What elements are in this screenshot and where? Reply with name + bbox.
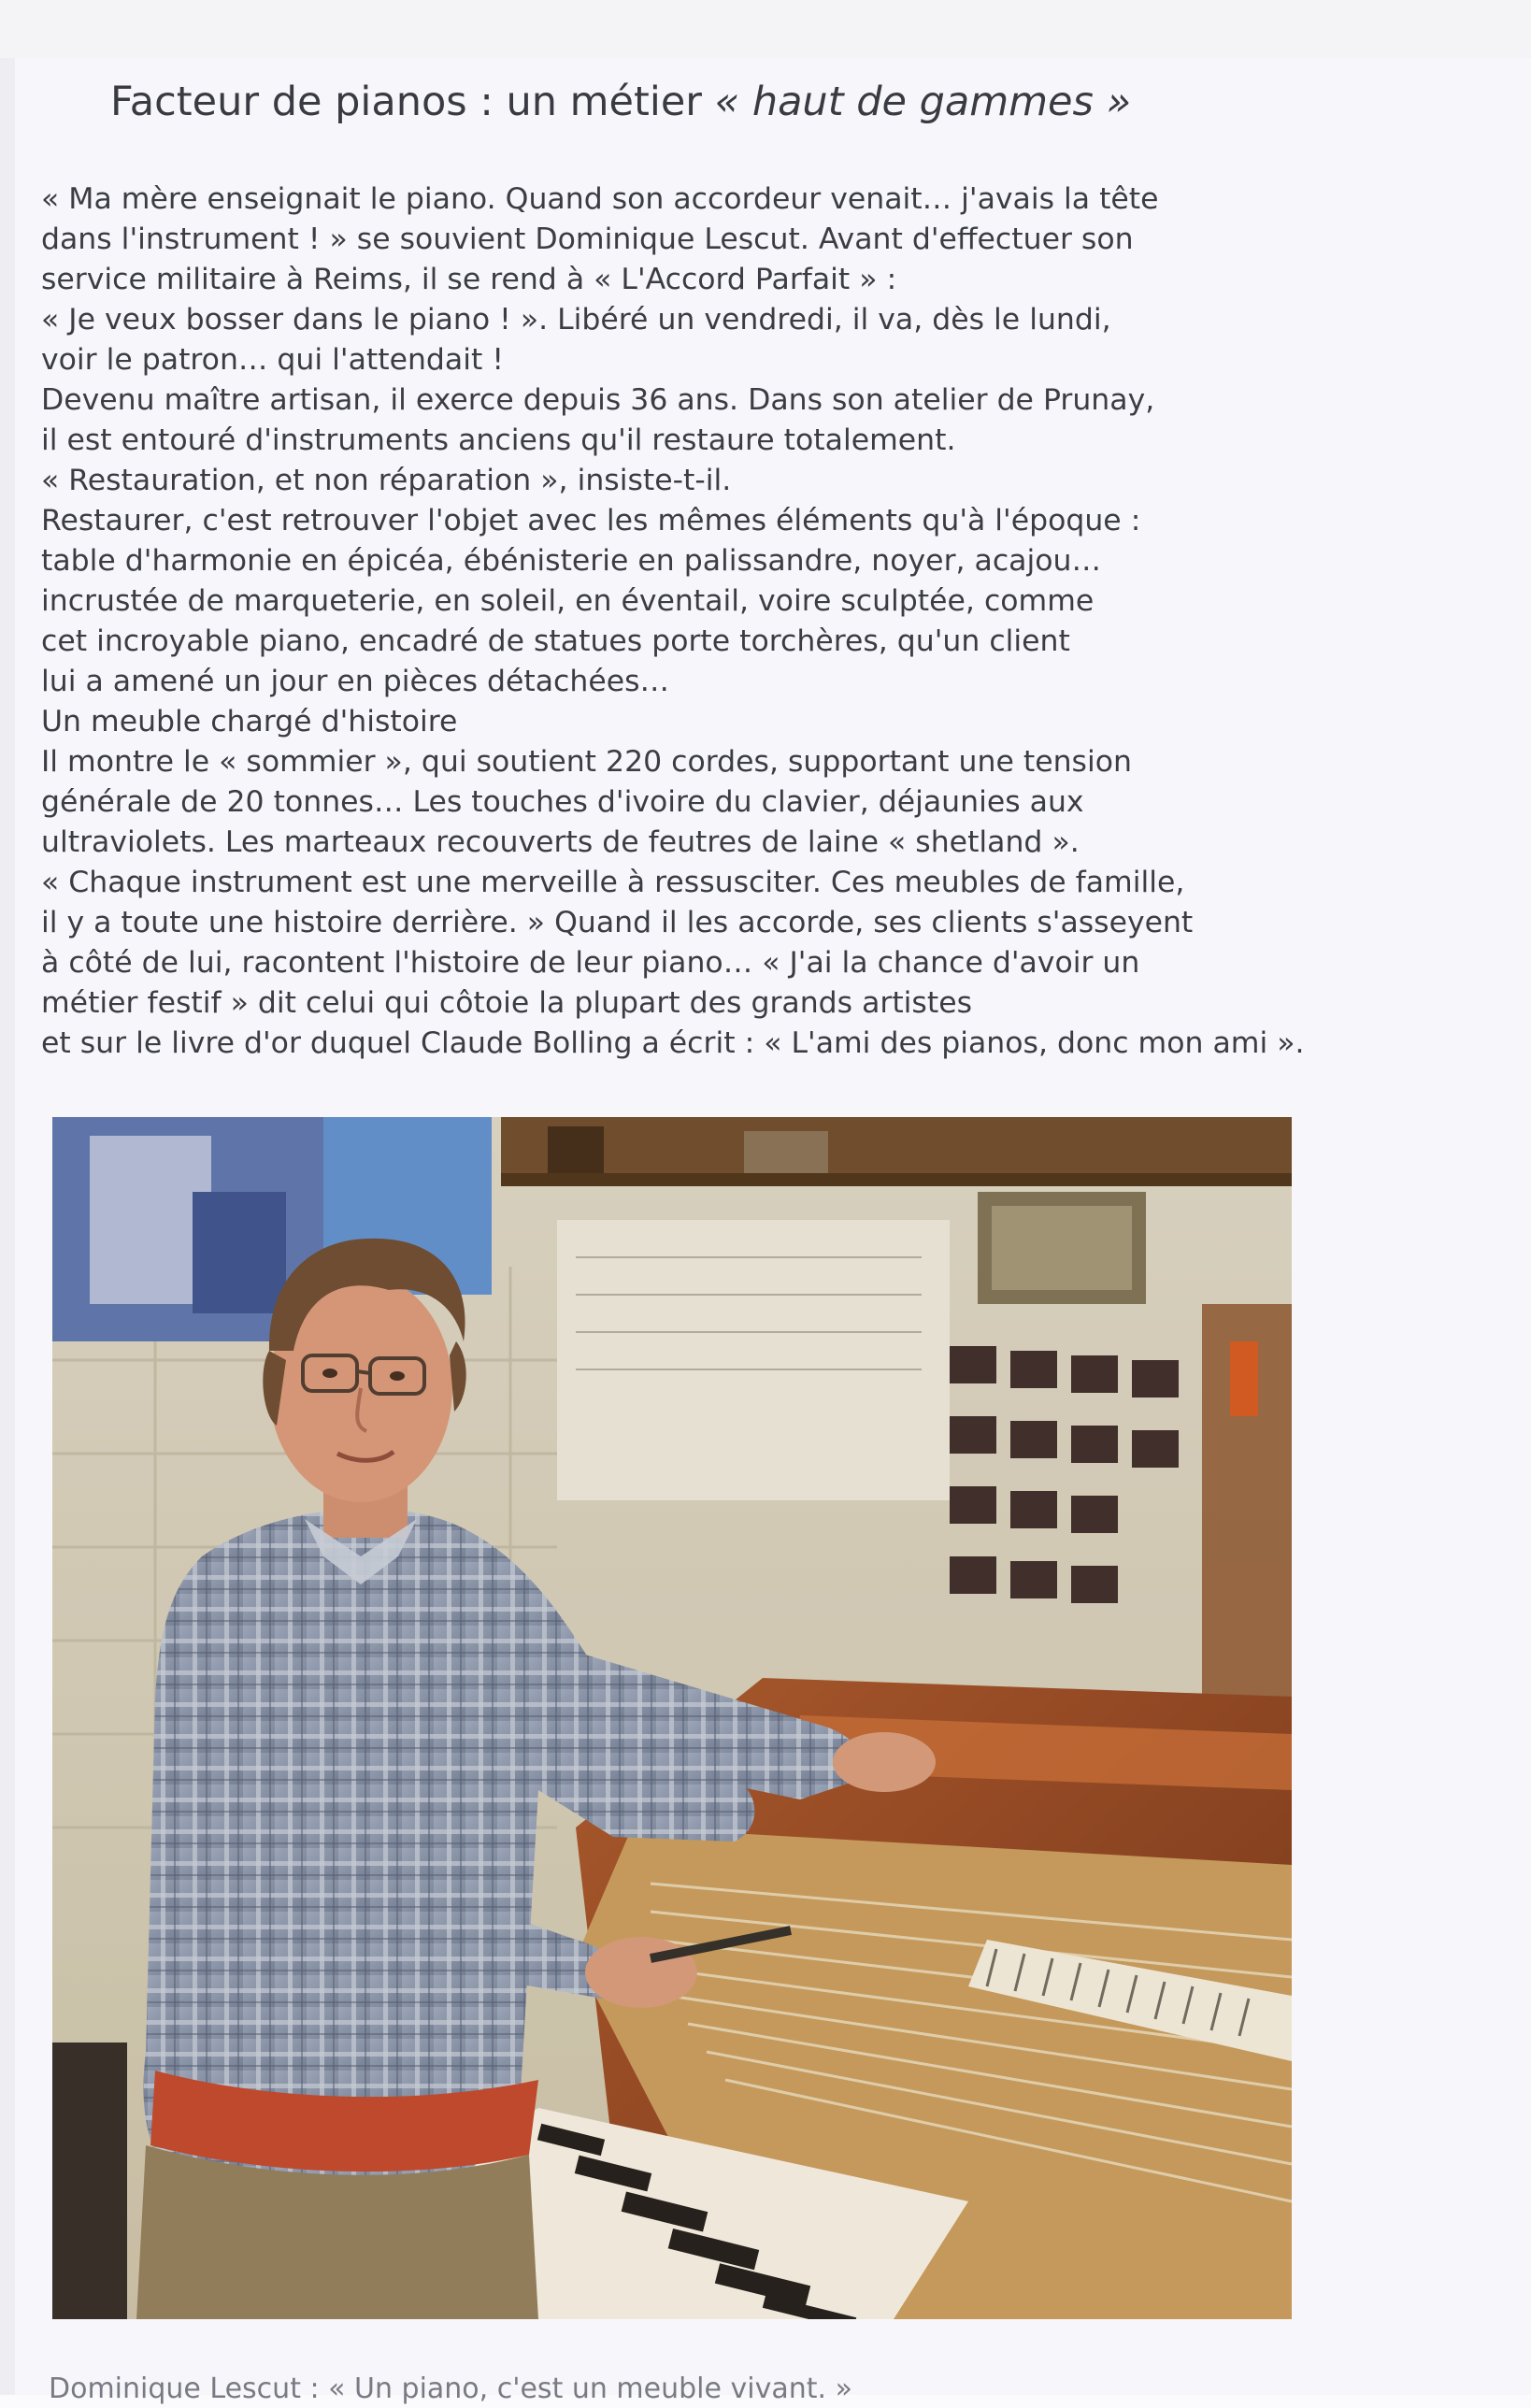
- article-title-emphasis: « haut de gammes »: [714, 79, 1132, 125]
- article-line: ultraviolets. Les marteaux recouverts de feutres de laine « shetland ».: [41, 825, 1080, 859]
- article-line: cet incroyable piano, encadré de statues porte torchères, qu'un client: [41, 624, 1070, 658]
- article-line: générale de 20 tonnes… Les touches d'ivoire du clavier, déjaunies aux: [41, 785, 1084, 819]
- article-body: [41, 179, 1509, 1064]
- article-line: « Restauration, et non réparation », insiste-t-il.: [41, 464, 732, 497]
- scan-margin-top: [0, 0, 1531, 58]
- article-line: dans l'instrument ! » se souvient Dominique Lescut. Avant d'effectuer son: [41, 222, 1134, 256]
- article-line: voir le patron… qui l'attendait !: [41, 343, 504, 377]
- article-line: Devenu maître artisan, il exerce depuis 36 ans. Dans son atelier de Prunay,: [41, 383, 1155, 417]
- article-line: Il montre le « sommier », qui soutient 220 cordes, supportant une tension: [41, 745, 1132, 779]
- scan-margin-left: [0, 58, 15, 2395]
- article-line: table d'harmonie en épicéa, ébénisterie en palissandre, noyer, acajou…: [41, 544, 1101, 578]
- article-line: il y a toute une histoire derrière. » Quand il les accorde, ses clients s'asseyent: [41, 906, 1194, 939]
- article-line: à côté de lui, racontent l'histoire de leur piano… « J'ai la chance d'avoir un: [41, 946, 1140, 980]
- article-line: « Chaque instrument est une merveille à ressusciter. Ces meubles de famille,: [41, 866, 1185, 899]
- article-line: service militaire à Reims, il se rend à « L'Accord Parfait » :: [41, 263, 897, 296]
- article-line: « Ma mère enseignait le piano. Quand son accordeur venait… j'avais la tête: [41, 182, 1159, 216]
- article-line: et sur le livre d'or duquel Claude Bolling a écrit : « L'ami des pianos, donc mon ami ».: [41, 1026, 1305, 1060]
- article-line: Restaurer, c'est retrouver l'objet avec les mêmes éléments qu'à l'époque :: [41, 504, 1141, 538]
- article-line: « Je veux bosser dans le piano ! ». Libéré un vendredi, il va, dès le lundi,: [41, 303, 1111, 337]
- article-photo: [52, 1117, 1292, 2319]
- article-line: il est entouré d'instruments anciens qu'il restaure totalement.: [41, 423, 956, 457]
- article-subheading: Un meuble chargé d'histoire: [41, 705, 458, 738]
- photo-caption: Dominique Lescut : « Un piano, c'est un meuble vivant. »: [49, 2372, 852, 2405]
- article-line: métier festif » dit celui qui côtoie la plupart des grands artistes: [41, 986, 972, 1020]
- article-line: incrustée de marqueterie, en soleil, en éventail, voire sculptée, comme: [41, 584, 1095, 618]
- article-line: lui a amené un jour en pièces détachées…: [41, 665, 670, 698]
- photo-illustration: [52, 1117, 1292, 2319]
- article-title: [110, 73, 1131, 131]
- article-title-prefix: Facteur de pianos : un métier: [110, 79, 715, 125]
